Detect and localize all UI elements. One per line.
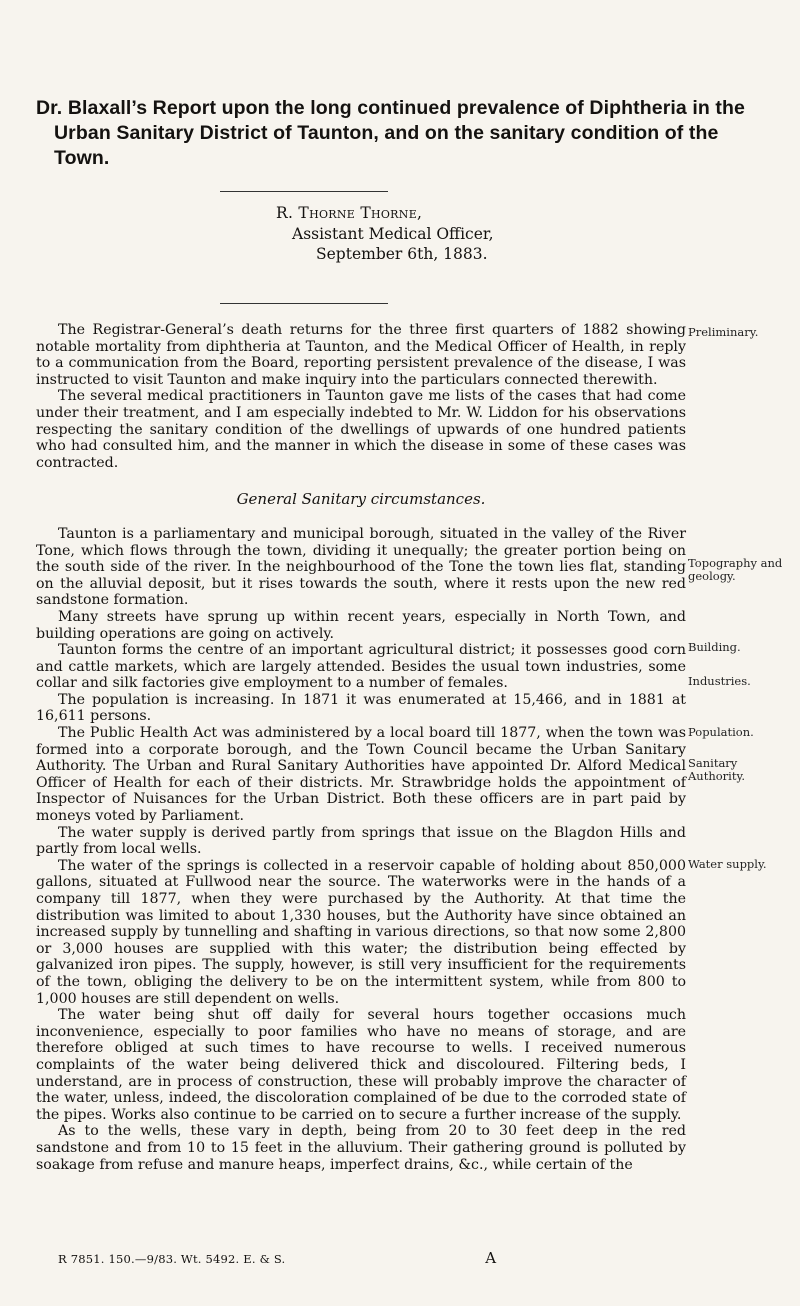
paragraph: The population is increasing. In 1871 it was enumerated at 15,466, and in 1881 at 16,611 persons.: [36, 691, 686, 725]
margin-notes: [688, 0, 800, 1306]
paragraph: The water supply is derived partly from springs that issue on the Blagdon Hills and partly from local wells.: [36, 824, 686, 858]
margin-note-building: Building.: [688, 640, 741, 654]
bottom-rule: [220, 303, 388, 304]
author-role: Assistant Medical Officer,: [292, 224, 494, 243]
margin-note-industries: Industries.: [688, 674, 751, 688]
margin-note-sanitary-authority: Sanitary Authority.: [688, 756, 746, 783]
margin-note-water-supply: Water supply.: [688, 857, 767, 871]
paragraph: Many streets have sprung up within recent years, especially in North Town, and building operations are going on actively.: [36, 608, 686, 642]
paragraph: Taunton is a parliamentary and municipal borough, situated in the valley of the River Tone, which flows through the town, dividing it unequally; the greater portion being on the south side of the river. In the neighbourhood of the Tone the town lies flat, standing on the alluvial deposit, but it rises towards the south, where it rests upon the new red sandstone formation.: [36, 525, 686, 609]
paragraph: The water of the springs is collected in a reservoir capable of holding about 850,000 gallons, situated at Fullwood near the source. The waterworks were in the hands of a company till 1877, when they were purchased by the Authority. At that time the distribution was limited to about 1,330 houses, but the Authority have since obtained an increased supply by tunnelling and shafting in various directions, so that now some 2,800 or 3,000 houses are supplied with this water; the distribution being effected by galvanized iron pipes. The supply, however, is still very insufficient for the requirements of the town, obliging the delivery to be on the intermittent system, while from 800 to 1,000 houses are still dependent on wells.: [36, 857, 686, 1007]
paragraph: The several medical practitioners in Taunton gave me lists of the cases that had come under their treatment, and I am especially indebted to Mr. W. Liddon for his observations respecting the sanitary condition of the dwellings of upwards of one hundred patients who had consulted him, and the manner in which the disease in some of these cases was contracted.: [36, 388, 686, 471]
signature-mark: A: [485, 1249, 497, 1267]
margin-note-population: Population.: [688, 725, 754, 739]
author-name: R. Thorne Thorne,: [276, 204, 423, 222]
print-footer: [58, 1249, 496, 1267]
section-heading: General Sanitary circumstances.: [236, 490, 486, 509]
report-title: Dr. Blaxall’s Report upon the long continued prevalence of Diphtheria in the Urban Sanitary District of Taunton, and on the sanitary condition of the Town.: [36, 97, 745, 169]
print-code: R 7851. 150.—9/83. Wt. 5492. E. & S.: [58, 1252, 286, 1266]
author-block: [276, 203, 616, 265]
body-text: [36, 322, 686, 1173]
margin-note-topography: Topography and geology.: [688, 556, 783, 583]
paragraph: As to the wells, these vary in depth, being from 20 to 30 feet deep in the red sandstone and from 10 to 15 feet in the alluvium. Their gathering ground is polluted by soakage from refuse and manure heaps, imperfect drains, &c., while certain of the: [36, 1123, 686, 1173]
paragraph: The Registrar-General’s death returns for the three first quarters of 1882 showing notable mortality from diphtheria at Taunton, and the Medical Officer of Health, in reply to a communication from the Board, reporting persistent prevalence of the disease, I was instructed to visit Taunton and make inquiry into the particulars connected therewith.: [36, 322, 686, 388]
paragraph: The Public Health Act was administered by a local board till 1877, when the town was formed into a corporate borough, and the Town Council became the Urban Sanitary Authority. The Urban and Rural Sanitary Authorities have appointed Dr. Alford Medical Officer of Health for each of their districts. Mr. Strawbridge holds the appointment of Inspector of Nuisances for the Urban District. Both these officers are in part paid by moneys voted by Parliament.: [36, 725, 686, 825]
top-rule: [220, 191, 388, 192]
margin-note-preliminary: Preliminary.: [688, 325, 759, 339]
report-date: September 6th, 1883.: [316, 245, 488, 263]
paragraph: The water being shut off daily for several hours together occasions much inconvenience, especially to poor families who have no means of storage, and are therefore obliged at such times to have recourse to wells. I received numerous complaints of the water being delivered thick and discoloured. Filtering beds, I understand, are in process of construction, these will probably improve the character of the water, unless, indeed, the discoloration complained of be due to the corroded state of the pipes. Works also continue to be carried on to secure a further increase of the supply.: [36, 1007, 686, 1123]
paragraph: Taunton forms the centre of an important agricultural district; it possesses good corn and cattle markets, which are largely attended. Besides the usual town industries, some collar and silk factories give employment to a number of females.: [36, 642, 686, 692]
